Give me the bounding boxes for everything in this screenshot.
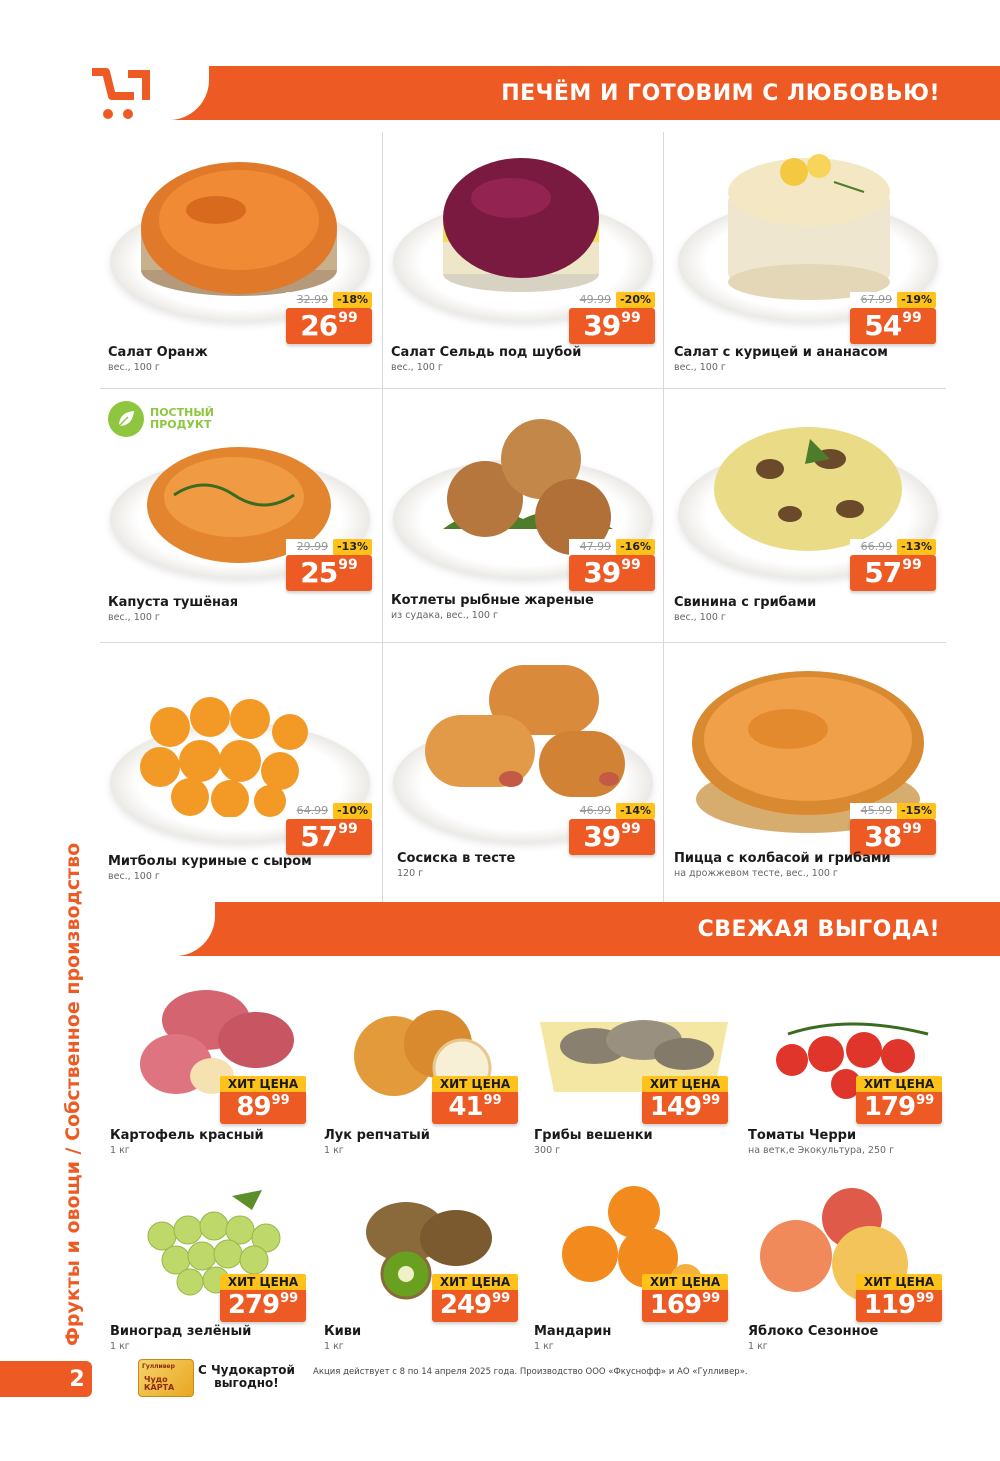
- product-name: Капуста тушёная: [108, 595, 239, 610]
- product-name: Лук репчатый: [324, 1128, 430, 1143]
- price-kop: 99: [338, 310, 358, 326]
- meatballs-image: [130, 687, 320, 817]
- product-card[interactable]: [322, 1178, 532, 1368]
- price-tag: [850, 803, 936, 855]
- product-name: Сосиска в тесте: [397, 851, 516, 866]
- product-desc: 1 кг: [324, 1145, 344, 1156]
- product-name: Мандарин: [534, 1324, 612, 1339]
- discount-badge: -19%: [897, 292, 936, 308]
- price-rub: 89: [236, 1092, 271, 1122]
- hit-label: ХИТ ЦЕНА: [856, 1274, 942, 1290]
- product-name: Виноград зелёный: [110, 1324, 252, 1339]
- price-kop: 99: [492, 1291, 511, 1306]
- old-price: 46.99: [569, 803, 616, 819]
- product-name: Митболы куриные с сыром: [108, 854, 312, 869]
- price-kop: 99: [338, 557, 358, 573]
- legal-disclaimer: Акция действует с 8 по 14 апреля 2025 года. Производство ООО «Фкуснофф» и АО «Гулливер».: [313, 1367, 748, 1377]
- pork-mushrooms-image: [710, 419, 906, 559]
- loyalty-card-text: [198, 1364, 295, 1390]
- price-rub: 57: [300, 820, 338, 853]
- price-tag: [569, 803, 655, 855]
- product-card[interactable]: [748, 1178, 958, 1368]
- hit-price-tag: [856, 1076, 942, 1124]
- product-name: Киви: [324, 1324, 362, 1339]
- price-rub: 39: [583, 820, 621, 853]
- product-card[interactable]: [100, 643, 382, 899]
- section-title: ПЕЧЁМ И ГОТОВИМ С ЛЮБОВЬЮ!: [501, 80, 940, 106]
- card-brand: Гулливер: [142, 1363, 175, 1370]
- herring-salad-image: [441, 148, 601, 298]
- price-tag: [569, 539, 655, 591]
- product-card[interactable]: [534, 1178, 744, 1368]
- discount-badge: -13%: [333, 539, 372, 555]
- price-kop: 99: [621, 821, 641, 837]
- price-kop: 99: [338, 821, 358, 837]
- card-name-2: КАРТА: [144, 1383, 175, 1392]
- loyalty-card-image: [138, 1359, 194, 1397]
- shopping-cart-exclaim-icon: [88, 66, 158, 122]
- product-name: Салат с курицей и ананасом: [674, 345, 888, 360]
- product-card[interactable]: [100, 389, 382, 645]
- hit-price-tag: [220, 1274, 306, 1322]
- price-kop: 99: [483, 1093, 502, 1108]
- discount-badge: -10%: [333, 803, 372, 819]
- product-card[interactable]: [664, 389, 946, 645]
- price-kop: 99: [621, 310, 641, 326]
- hit-price-tag: [432, 1274, 518, 1322]
- hit-price-tag: [642, 1274, 728, 1322]
- product-name: Томаты Черри: [748, 1128, 857, 1143]
- product-card[interactable]: [748, 980, 958, 1170]
- product-name: Свинина с грибами: [674, 595, 817, 610]
- product-desc: вес., 100 г: [391, 362, 443, 373]
- old-price: 32.99: [286, 292, 333, 308]
- product-card[interactable]: [108, 1178, 318, 1368]
- section-banner-fresh: [176, 902, 1000, 956]
- product-card[interactable]: [664, 132, 946, 388]
- product-name: Картофель красный: [110, 1128, 264, 1143]
- product-desc: 1 кг: [534, 1341, 554, 1352]
- old-price: 67.99: [850, 292, 897, 308]
- price-kop: 99: [916, 1093, 935, 1108]
- price-rub: 54: [864, 309, 902, 342]
- price-kop: 99: [902, 821, 922, 837]
- lenten-line2: ПРОДУКТ: [150, 418, 212, 431]
- product-name: Пицца с колбасой и грибами: [674, 851, 891, 866]
- price-kop: 99: [280, 1291, 299, 1306]
- leaf-icon: [108, 401, 144, 437]
- price-rub: 119: [863, 1290, 916, 1320]
- page-number: 2: [62, 1361, 92, 1397]
- old-price: 47.99: [569, 539, 616, 555]
- price-kop: 99: [271, 1093, 290, 1108]
- hit-label: ХИТ ЦЕНА: [432, 1076, 518, 1092]
- hit-price-tag: [856, 1274, 942, 1322]
- price-tag: [850, 292, 936, 344]
- price-tag: [569, 292, 655, 344]
- discount-badge: -13%: [897, 539, 936, 555]
- product-desc: вес., 100 г: [108, 362, 160, 373]
- section-banner-cooking: [170, 66, 1000, 120]
- discount-badge: -18%: [333, 292, 372, 308]
- product-desc: вес., 100 г: [108, 871, 160, 882]
- price-tag: [850, 539, 936, 591]
- lenten-line1: ПОСТНЫЙ: [150, 406, 214, 419]
- price-rub: 41: [448, 1092, 483, 1122]
- product-desc: на дрожжевом тесте, вес., 100 г: [674, 868, 838, 879]
- hit-label: ХИТ ЦЕНА: [642, 1274, 728, 1290]
- price-rub: 249: [439, 1290, 492, 1320]
- product-desc: из судака, вес., 100 г: [391, 610, 498, 621]
- product-card[interactable]: [534, 980, 744, 1170]
- price-kop: 99: [702, 1291, 721, 1306]
- product-desc: вес., 100 г: [108, 612, 160, 623]
- product-desc: вес., 100 г: [674, 612, 726, 623]
- card-name-1: Чудо: [144, 1375, 168, 1384]
- card-text-2: выгодно!: [214, 1376, 279, 1390]
- price-rub: 26: [300, 309, 338, 342]
- price-rub: 39: [583, 309, 621, 342]
- price-rub: 149: [649, 1092, 702, 1122]
- side-category-label: Фрукты и овощи / Собственное производство: [62, 842, 84, 1346]
- product-name: Грибы вешенки: [534, 1128, 653, 1143]
- discount-badge: -16%: [616, 539, 655, 555]
- price-rub: 39: [583, 556, 621, 589]
- product-desc: на ветк,е Экокультура, 250 г: [748, 1145, 895, 1156]
- old-price: 66.99: [850, 539, 897, 555]
- hit-label: ХИТ ЦЕНА: [642, 1076, 728, 1092]
- chicken-pineapple-salad-image: [724, 142, 894, 302]
- product-card[interactable]: [383, 643, 665, 899]
- price-rub: 279: [227, 1290, 280, 1320]
- price-rub: 179: [863, 1092, 916, 1122]
- price-kop: 99: [916, 1291, 935, 1306]
- product-desc: 1 кг: [324, 1341, 344, 1352]
- price-kop: 99: [902, 310, 922, 326]
- product-name: Яблоко Сезонное: [748, 1324, 879, 1339]
- old-price: 49.99: [569, 292, 616, 308]
- product-name: Салат Оранж: [108, 345, 208, 360]
- page-number-bar: [0, 1361, 62, 1397]
- product-card[interactable]: [322, 980, 532, 1170]
- lenten-badge: [108, 401, 214, 437]
- product-name: Котлеты рыбные жареные: [391, 593, 594, 608]
- salad-orange-image: [136, 150, 342, 300]
- price-tag: [286, 539, 372, 591]
- price-tag: [286, 292, 372, 344]
- product-desc: 1 кг: [748, 1341, 768, 1352]
- hit-label: ХИТ ЦЕНА: [856, 1076, 942, 1092]
- discount-badge: -14%: [616, 803, 655, 819]
- product-card[interactable]: [383, 132, 665, 388]
- price-kop: 99: [902, 557, 922, 573]
- old-price: 29.99: [286, 539, 333, 555]
- hit-price-tag: [642, 1076, 728, 1124]
- product-desc: вес., 100 г: [674, 362, 726, 373]
- price-kop: 99: [621, 557, 641, 573]
- price-rub: 57: [864, 556, 902, 589]
- product-desc: 120 г: [397, 868, 424, 879]
- hit-price-tag: [220, 1076, 306, 1124]
- product-card[interactable]: [664, 643, 946, 899]
- discount-badge: -20%: [616, 292, 655, 308]
- product-card[interactable]: [108, 980, 318, 1170]
- product-desc: 1 кг: [110, 1145, 130, 1156]
- sausage-rolls-image: [419, 659, 629, 819]
- card-text-1: С Чудокартой: [198, 1363, 295, 1377]
- price-rub: 25: [300, 556, 338, 589]
- cooked-products-grid: [100, 132, 946, 902]
- discount-badge: -15%: [897, 803, 936, 819]
- product-desc: 1 кг: [110, 1341, 130, 1352]
- price-rub: 169: [649, 1290, 702, 1320]
- hit-price-tag: [432, 1076, 518, 1124]
- old-price: 64.99: [286, 803, 333, 819]
- hit-label: ХИТ ЦЕНА: [220, 1076, 306, 1092]
- old-price: 45.99: [850, 803, 897, 819]
- product-card[interactable]: [100, 132, 382, 388]
- hit-label: ХИТ ЦЕНА: [432, 1274, 518, 1290]
- product-name: Салат Сельдь под шубой: [391, 345, 582, 360]
- product-desc: 300 г: [534, 1145, 561, 1156]
- price-kop: 99: [702, 1093, 721, 1108]
- price-rub: 38: [864, 820, 902, 853]
- product-card[interactable]: [383, 389, 665, 645]
- price-tag: [286, 803, 372, 855]
- hit-label: ХИТ ЦЕНА: [220, 1274, 306, 1290]
- section-title: СВЕЖАЯ ВЫГОДА!: [697, 916, 940, 942]
